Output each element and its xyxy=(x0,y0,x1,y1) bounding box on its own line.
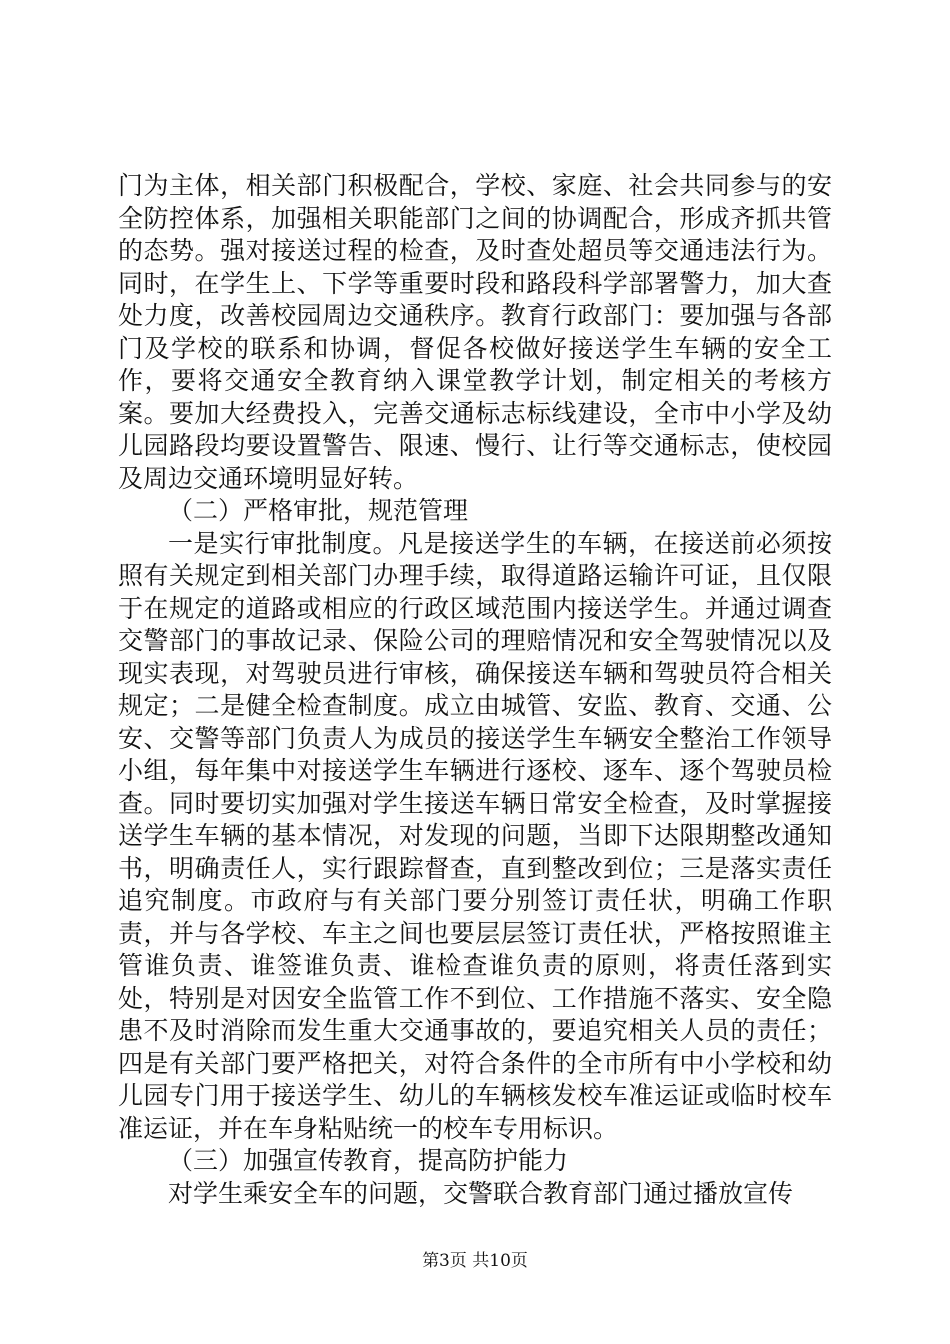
page-number-footer: 第3页 共10页 xyxy=(422,1251,528,1271)
body-paragraph-continued: 门为主体，相关部门积极配合，学校、家庭、社会共同参与的安全防控体系，加强相关职能部门之间的协调配合，形成齐抓共管的态势。强对接送过程的检查，及时查处超员等交通违法行为。同时，在学生上、下学等重要时段和路段科学部署警力，加大查处力度，改善校园周边交通秩序。教育行政部门：要加强与各部门及学校的联系和协调，督促各校做好接送学生车辆的安全工作，要将交通安全教育纳入课堂教学计划，制定相关的考核方案。要加大经费投入，完善交通标志标线建设，全市中小学及幼儿园路段均要设置警告、限速、慢行、让行等交通标志，使校园及周边交通环境明显好转。 xyxy=(118,171,832,493)
section-heading-2: （二）严格审批，规范管理 xyxy=(168,496,469,525)
document-body xyxy=(118,170,832,1210)
body-paragraph: 对学生乘安全车的问题，交警联合教育部门通过播放宣传 xyxy=(168,1178,794,1208)
body-paragraph: 一是实行审批制度。凡是接送学生的车辆，在接送前必须按照有关规定到相关部门办理手续，取得道路运输许可证，且仅限于在规定的道路或相应的行政区域范围内接送学生。并通过调查交警部门的事故记录、保险公司的理赔情况和安全驾驶情况以及现实表现，对驾驶员进行审核，确保接送车辆和驾驶员符合相关规定；二是健全检查制度。成立由城管、安监、教育、交通、公安、交警等部门负责人为成员的接送学生车辆安全整治工作领导小组，每年集中对接送学生车辆进行逐校、逐车、逐个驾驶员检查。同时要切实加强对学生接送车辆日常安全检查，及时掌握接送学生车辆的基本情况，对发现的问题，当即下达限期整改通知书，明确责任人，实行跟踪督查，直到整改到位；三是落实责任追究制度。市政府与有关部门要分别签订责任状，明确工作职责，并与各学校、车主之间也要层层签订责任状，严格按照谁主管谁负责、谁签谁负责、谁检查谁负责的原则，将责任落到实处，特别是对因安全监管工作不到位、工作措施不落实、安全隐患不及时消除而发生重大交通事故的，要追究相关人员的责任；四是有关部门要严格把关，对符合条件的全市所有中小学校和幼儿园专门用于接送学生、幼儿的车辆核发校车准运证或临时校车准运证，并在车身粘贴统一的校车专用标识。 xyxy=(118,528,832,1143)
section-heading-3: （三）加强宣传教育，提高防护能力 xyxy=(168,1146,569,1175)
